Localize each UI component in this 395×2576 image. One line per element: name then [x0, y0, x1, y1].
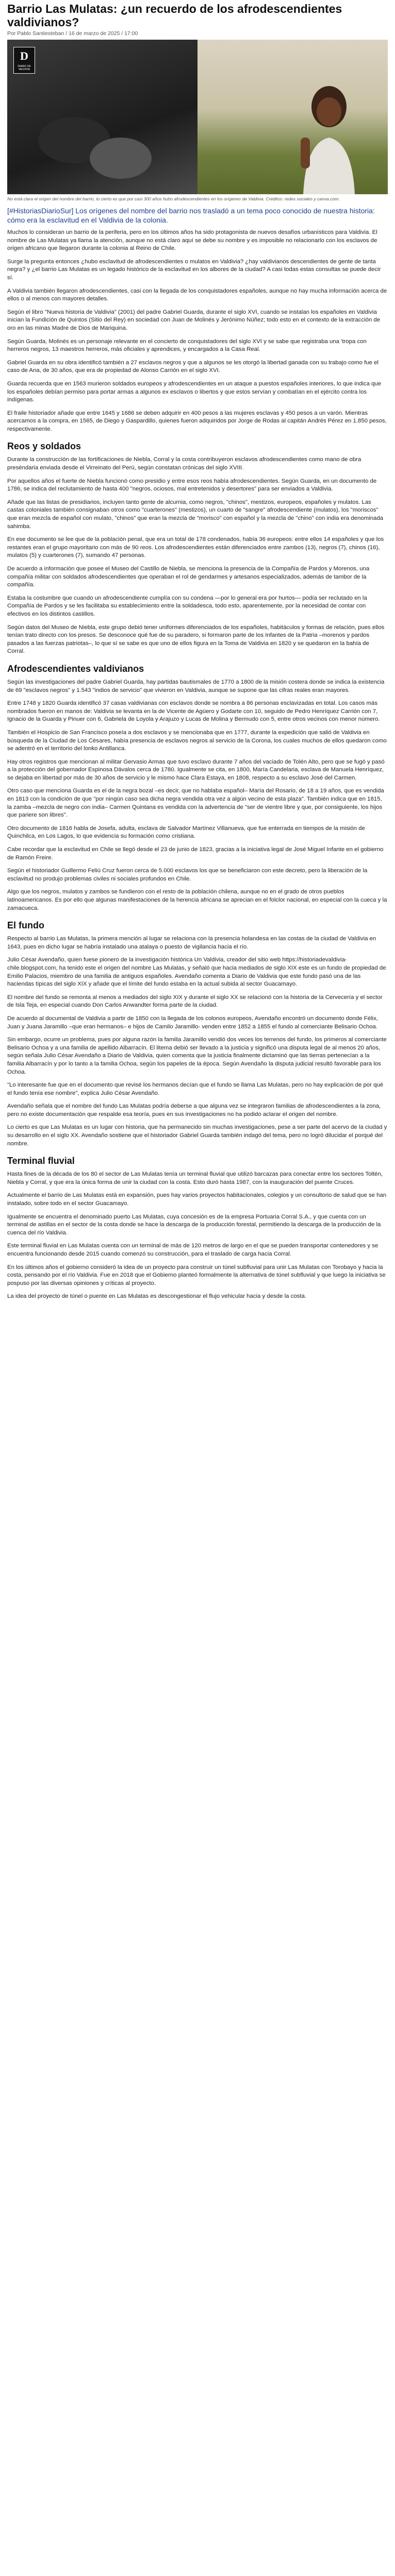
logo-letter: D [20, 49, 28, 62]
article-paragraph: Sin embargo, ocurre un problema, pues por alguna razón la familia Jaramillo vendió dos veces los terrenos del fundo, los primeros al comerciante Belisario Ochoa y a una familia de apellido Albarracín. El litema debió ser llevado a la justicia y significó una disputa legal de al menos 20 años, según señala Julio César Avendaño a Diario de Valdivia, quien comenta que la justicia finalmente dictaminó que las tierras pertenecían a la familia Albarracín y por lo tanto a la familia Ochoa, según los papeles de la época. Según Avendaño la disputa judicial resultó favorable para los Ochoa. [7, 1037, 387, 1075]
diario-logo [13, 47, 35, 74]
article-paragraph: Durante la construcción de las fortificaciones de Niebla, Corral y la costa contribuyeron esclavos afrodescendientes como mano de obra preséndaria enviada desde el Virreinato del Perú, según constatan crónicas del siglo XVIII. [7, 456, 361, 471]
section-heading: Afrodescendientes valdivianos [7, 663, 144, 674]
article-paragraph: Por aquellos años el fuerte de Niebla funcionó como presidio y entre esos reos había afrodescendientes. Según Guarda, en un documento de 1786, se indica del reclutamiento de hasta 400 "negros, ociosos, mal entretenidos y desertores" para ser enviados a Valdivia. [7, 478, 377, 493]
article-paragraph: Gabriel Guarda en su obra identificó también a 27 esclavos negros y que a algunos se les otorgó la libertad ganada con su trabajo como fue el caso de Ana, de 30 años, que era de propiedad de Alonso Carrión en el siglo XVI. [7, 359, 378, 374]
article-page [0, 2, 395, 1301]
article-paragraph: "Lo interesante fue que en el documento que revisé los hermanos decían que el fundo se llama Las Mulatas, pero no hay explicación de por qué el fundo tenía ese nombre", explica Julio César Avendaño. [7, 1082, 384, 1096]
article-paragraph: Entre 1748 y 1820 Guarda identificó 37 casas valdivianas con esclavos donde se nombra a 86 personas esclavizadas en total. Los casos más nombrados fueron en manos de: Valdivia se levanta en la de Vicente de Agüero y Godarte con 10, seguido de Pedro Henríquez Carrión con 7, Ignacio de la Guarda y Pinuer con 6, Gabriela de Loyola y Arajuzo y Lucas de Molina y Bermudo con 5, entre otros vecinos con menor número. [7, 700, 380, 723]
article-paragraph: Actualmente el barrio de Las Mulatas está en expansión, pues hay varios proyectos habitacionales, colegios y un consultorio de salud que se han instalado, sobre todo en el sector Guacamayo. [7, 1192, 387, 1207]
article-paragraph: Avendaño señala que el nombre del fundo Las Mulatas podría deberse a que alguna vez se integraron familias de afrodescendientes a la zona, pero no existe documentación que respalde esa teoría, pues en sus investigaciones no ha podido aclarar el origen del nombre. [7, 1103, 381, 1117]
article-paragraph: Igualmente se encuentra el denominado puerto Las Mulatas, cuya concesión es de la empresa Portuaria Corral S.A., y que cuenta con un terminal de astillas en el sector de la costa donde se hace la descarga de la producción forestal, permitiendo la descarga de la producción de la cuenca del río Valdivia. [7, 1213, 381, 1236]
article-paragraph: Según el historiador Guillermo Feliú Cruz fueron cerca de 5.000 esclavos los que se beneficiaron con este decreto, pero la liberación de la esclavitud no produjo problemas civiles ni sociales profundos en Chile. [7, 868, 368, 882]
article-paragraph: También el Hospicio de San Francisco poseía a dos esclavos y se mencionaba que en 1777, durante la expedición que salió de Valdivia en búsqueda de la Ciudad de Los Césares, había presencia de esclavos negros al servicio de la Corona, los cuales muchos de ellos quedaron como se adentró en el territorio del lonko Antillanca. [7, 729, 387, 752]
article-paragraph: De acuerdo al documental de Valdivia a partir de 1850 con la llegada de los colonos europeos, Avendaño encontró un documento donde Félix, Juan y Juana Jaramillo –que eran hermanos– e hijos de Camilo Jaramillo- venden entre 1852 a 1855 el fundo al comerciante Belisario Ochoa. [7, 1015, 378, 1030]
article-paragraph: La idea del proyecto de túnel o puente en Las Mulatas es descongestionar el flujo vehicular hacia y desde la costa. [7, 1293, 307, 1300]
article-paragraph: Guarda recuerda que en 1563 murieron soldados europeos y afrodescendientes en un ataque a puestos españoles interiores, lo que indica que los españoles debían permiso para portar armas a algunos ex esclavos o libertos y que estos servían y combatían en el ejército contra los indígenas. [7, 380, 382, 403]
article-paragraph: En los últimos años el gobierno consideró la idea de un proyecto para construir un túnel subfluvial para unir Las Mulatas con Torobayo y hacia la costa, pensando por el río Valdivia. Fue en 2018 que el Gobierno planteó formalmente la alternativa de túnel subfluvial y que luego la iniciativa se pospuso por las diversas opiniones y críticas al proyecto. [7, 1264, 386, 1286]
girl-figure [290, 76, 368, 194]
article-paragraph: El fraile historiador añade que entre 1645 y 1686 se deben adquirir en 400 pesos a las mujeres esclavas y 450 pesos a un varón. Mientras acercamos a la compra, en 1565, de Diego y Gaspardillo, quienes fueron adquiridos por Jorge de Rodas al capitán Andrés Pérez en 1.850 pesos, respectivamente. [7, 410, 387, 432]
article-body [7, 229, 388, 1301]
article-meta: Por Pablo Santiesteban / 16 de marzo de 2025 / 17:00 [7, 30, 138, 37]
article-paragraph: Julio César Avendaño, quien fuese pionero de la investigación histórica Un Valdivia, creador del sitio web https://historiadevaldivia-chile.blogspot.com, ha tenido este el origen del nombre Las Mulatas, y señaló que hacia mediados de siglo XIX este es un fundo de propiedad de Emilio Palacios, miembro de una familia de antiguos españoles. Avendaño comenta a Diario de Valdivia que este fundo pasó una de las haciendas típicas del siglo XIX y añade que el límite del fundo estaba en la actual subida al sector Guacamayo. [7, 957, 386, 988]
article-paragraph: Algo que los negros, mulatos y zambos se fundieron con el resto de la población chilena, aunque no en el grado de otros pueblos latinoamericanos. Es por ello que algunas manifestaciones de la herencia africana se aprecian en el folclor nacional, en especial con la cueca y la zamacueca. [7, 889, 387, 911]
article-paragraph: De acuerdo a información que posee el Museo del Castillo de Niebla, se menciona la presencia de la Compañía de Pardos y Morenos, una compañía militar con soldados afrodescendientes que operaban el rol de gendarmes y artesanos especializados, además de tambor de la compañía. [7, 566, 370, 588]
article-paragraph: Este terminal fluvial en Las Mulatas cuenta con un terminal de más de 120 metros de largo en el que se pueden transportar contenedores y se encuentra funcionando desde 2015 cuando comenzó su construcción, para el traslado de carga hacia Corral. [7, 1243, 378, 1257]
article-paragraph: Hay otros registros que mencionan al militar Gervasio Armas que tuvo esclavo durante 7 años del vaciado de Tolén Alto, pero que se fugó y pasó a la protección del gobernador Espinosa Dávalos cerca de 1780. Igualmente se cita, en 1800, María Candelaria, esclava de Manuela Henríquez, se dejaba en libertad por más de 30 años de servicio y le mismo hace Clara Estaya, en 1808, respecto a su esclavo José del Carmen. [7, 758, 385, 781]
article-paragraph: Según datos del Museo de Niebla, este grupo debió tener uniformes diferenciados de los españoles, habitáculos y formas de relación, pues ellos tenían trato directo con los presos. Se desconoce qué fue de su paradero, si formaron parte de los Infantes de la Patria –morenos y pardos pasados a las fuerzas patriotas–, lo que sí se sabe es que uno de ellos figura en la Toma de Valdivia en 1820 y se quedaron en la bahía de Corral. [7, 624, 385, 655]
logo-subtitle: DIARIO DE VALDIVIA [18, 65, 31, 71]
section-heading: El fundo [7, 920, 44, 931]
article-paragraph: En ese documento se lee que de la población penal, que era un total de 178 condenados, había 36 europeos: entre ellos 14 españoles y que los restantes eran el grupo mayoritario con más de 90 reos. Los afrodescendientes están diferenciados entre zambos (13), negros (7), chinos (16), mulatos (5) y cuarterones (7), sumando 47 personas. [7, 536, 384, 559]
article-paragraph: El nombre del fundo se remonta al menos a mediados del siglo XIX y durante el siglo XX se relacionó con la historia de la Cervecería y el sector de Isla Teja, en especial cuando Don Carlos Anwandter forma parte de la ciudad. [7, 994, 383, 1009]
historical-photo [7, 40, 198, 194]
girl-photo [198, 40, 388, 194]
article-paragraph: Surge la pregunta entonces ¿hubo esclavitud de afrodescendientes o mulatos en Valdivia? ¿hay valdivianos descendientes de gente de tanta negra? y ¿el barrio Las Mulatas es un legado histórico de la esclavitud en los albores de la ciudad? A casi todas estas consultas se puede decir sí. [7, 258, 381, 281]
article-paragraph: Muchos lo consideran un barrio de la periferia, pero en los últimos años ha sido protagonista de nuevos desafíos urbanísticos para Valdivia. El nombre de Las Mulatas ya llama la atención, aunque no está claro aquí se debe su nombre y es imposible no relacionarlo con los esclavos de origen africano que llegaron durante la colonia al Reino de Chile. [7, 229, 377, 252]
section-heading: Terminal fluvial [7, 1156, 75, 1166]
article-paragraph: Según el libro "Nueva historia de Valdivia" (2001) del padre Gabriel Guarda, durante el siglo XVI, cuando se instalan los españoles en Valdivia inician la Fundición de Quintos (Sitio del Rey) en sociedad con Juan de Molinés y Jerónimo Núñez; todo esto en el contexto de la extracción de oro en las minas Madre de Dios de Mariquina. [7, 309, 381, 331]
article-paragraph: A Valdivia también llegaron afrodescendientes, casi con la llegada de los conquistadores españoles, aunque no hay mucha información acerca de ellos o al menos con mayores detalles. [7, 287, 387, 302]
article-paragraph: Según las investigaciones del padre Gabriel Guarda, hay partidas bautismales de 1770 a 1800 de la misión costera donde se indica la existencia de 69 "esclavos negros" y 1.543 "indios de servicio" que vivieron en Valdivia, aunque se supone que las cifras reales eran mayores. [7, 679, 385, 693]
article-paragraph: Cabe recordar que la esclavitud en Chile se llegó desde el 23 de junio de 1823, gracias a la iniciativa legal de José Miguel Infante en el gobierno de Ramón Freire. [7, 846, 384, 861]
article-paragraph: Según Guarda, Molinés es un personaje relevante en el concierto de conquistadores del siglo XVI y se sabe que registraba una 'tropa con herreros negros, 13 maestros herreros, más oficiales y aprendices, y encargados a la Casa Real. [7, 338, 367, 353]
article-title: Barrio Las Mulatas: ¿un recuerdo de los afrodescendientes valdivianos? [7, 2, 342, 29]
article-paragraph: Respecto al barrio Las Mulatas, la primera mención al lugar se relaciona con la presencia holandesa en las costas de la ciudad de Valdivia en 1643, pues en dicho lugar se habría instalado una atalaya o puesto de vigilancia hacia el río. [7, 936, 376, 950]
article-lead: [#HistoriasDiarioSur] Los orígenes del nombre del barrio nos trasladó a un tema poco conocido de nuestra historia: cómo era la esclavitud en el Valdivia de la colonia. [7, 207, 375, 224]
article-paragraph: Lo cierto es que Las Mulatas es un lugar con historia, que ha permanecido sin muchas investigaciones, pese a ser parte del acervo de la ciudad y su desarrollo en el siglo XX. Avendaño sostiene que el historiador Gabriel Guarda también indagó del tema, pero no logró dilucidar el porqué del nombre. [7, 1124, 387, 1147]
section-heading: Reos y soldados [7, 441, 81, 452]
article-paragraph: Otro documento de 1816 habla de Josefa, adulta, esclava de Salvador Martínez Villanueva, que fue enterrada en tiempos de la misión de Quinchilca, en Los Lagos, lo que evidencia su formación como cristiana. [7, 825, 365, 840]
article-paragraph: Añade que las listas de presidiarios, incluyen tanto gente de alcurnia, como negros, "chinos", mestizos, europeos, españoles y mulatos. Las castas coloniales también consignaban otros como "cuarterones" (mestizos), un cuarto de "sangre" afrodescendiente (mulatos), los "moriscos" que eran mezcla de español con mulato, "chinos" que eran la mezcla de "morisco" con español y la mezcla de "chino" con india era denominada sahimba. [7, 499, 384, 530]
image-caption: No está clara el origen del nombre del barrio, lo cierto es que por casi 300 años hubo afrodescendientes en los orígenes de Valdivia. Créditos: redes sociales y canva.com. [7, 196, 340, 201]
article-paragraph: Otro caso que menciona Guarda es el de la negra bozal –es decir, que no hablaba español– María del Rosario, de 18 a 19 años, que es vendida en 1813 con la condición de que "por ningún caso sea dicha negra vendida otra vez a algún vecino de esta plaza". También indica que en 1815, la zamba –mezcla de negro con india– Carmen Quintana es vendida con la advertencia de "ser de vientre libre y que, por consiguiente, los hijos que pariere son libres". [7, 788, 384, 819]
article-paragraph: Hasta fines de la década de los 80 el sector de Las Mulatas tenía un terminal fluvial que utilizó barcazas para conectar entre los sectores Toltén, Niebla y Corral, y que era la única forma de unir la ciudad con la costa. Esto duró hasta 1987, con la inauguración del puente Cruces. [7, 1171, 383, 1185]
hero-image [7, 40, 388, 194]
article-paragraph: Estaba la costumbre que cuando un afrodescendiente cumplía con su condena —por lo general era por hurtos— podía ser reclutado en la Compañía de Pardos y se les facilitaba su establecimiento entre la soldadesca, todo esto, aparentemente, por la necesidad de contar con efectivos en los distintos castillos. [7, 595, 367, 617]
